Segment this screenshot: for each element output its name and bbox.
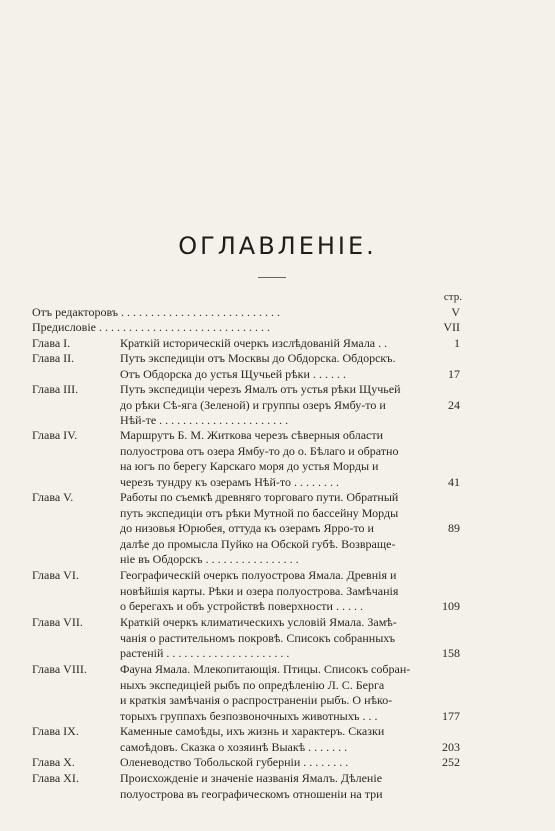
toc-line: Фауна Ямала. Млекопитающія. Птицы. Списокъ собран- [120,662,411,676]
toc-line: растеній . . . . . . . . . . . . . . . . . . . . . [120,646,290,660]
toc-line: о берегахъ и объ устройствѣ поверхности . . . . . [120,599,363,613]
toc-line: Путь экспедиціи отъ Москвы до Обдорска. Обдорскъ. [120,351,396,365]
toc-line: Каменные самоѣды, ихъ жизнь и характеръ. Сказки [120,724,385,738]
chapter-label: Глава III. [32,382,79,396]
toc-page-number: 252 [442,755,460,769]
chapter-label: Глава I. [32,336,71,350]
toc-line: Маршрутъ Б. М. Житкова черезъ сѣверныя области [120,428,384,442]
toc-line: полуострова отъ озера Ямбу-то до о. Бѣлаго и обратно [120,443,399,458]
toc-page-number: 41 [448,474,460,489]
chapter-label: Глава VII. [32,615,83,629]
toc-line: черезъ тундру къ озерамъ Нѣй-то . . . . . . . . [120,474,339,489]
toc-entry-text [120,615,428,662]
chapter-label: Глава IX. [32,724,79,738]
toc-line: самоѣдовъ. Сказка о хозяинѣ Выакѣ . . . . . . . [120,739,348,754]
toc-line: на югъ по берегу Карскаго моря до устья Морды и [120,459,379,473]
toc-entry-text [120,662,428,724]
toc-entry-text [120,755,428,771]
toc-line: до низовья Юрюбея, оттуда къ озерамъ Ярро-то и [120,521,374,535]
toc-entry-text [120,568,428,615]
toc-entry-text [120,351,428,382]
chapter-label: Глава II. [32,351,75,365]
toc-entry-text [32,305,428,321]
chapter-label: Глава XI. [32,771,79,785]
toc-page-number: 109 [442,599,460,613]
chapter-label: Глава V. [32,490,74,504]
toc-line: полуострова въ географическомъ отношеніи на три [120,786,383,801]
toc-line: Краткій очеркъ климатическихъ условій Ямала. Замѣ- [120,615,397,629]
toc-line: Путь экспедиціи черезъ Ямалъ отъ устья рѣки Щучьей [120,382,401,396]
toc-line: ніе въ Обдорскъ . . . . . . . . . . . . . . . . [120,552,299,566]
toc-line: торыхъ группахъ безпозвоночныхъ животныхъ . . . [120,708,378,723]
chapter-label: Глава VIII. [32,662,87,676]
page-column-header: стр. [443,291,462,303]
toc-line: Краткій историческій очеркъ изслѣдованій Ямала . . [120,336,388,350]
toc-page-number: 203 [442,739,460,754]
toc-line: путь экспедиціи отъ рѣки Мутной по бассейну Морды [120,505,399,520]
toc-entry-text [120,490,428,568]
toc-page-number: 17 [448,366,460,381]
toc-entry-text [32,320,428,336]
toc-line: Нѣй-те . . . . . . . . . . . . . . . . . . . . . . [120,413,289,427]
toc-line: далѣе до промысла Пуйко на Обской губѣ. Возвраще- [120,536,396,551]
toc-page-number: V [451,305,460,319]
toc-entry-text [120,428,428,490]
chapter-label: Глава X. [32,755,75,769]
toc-line: до рѣки Сѣ-яга (Зеленой) и группы озеръ Ямбу-то и [120,397,386,412]
toc-page-number: 158 [442,646,460,660]
title-divider [258,277,286,278]
chapter-label: Глава VI. [32,568,79,582]
toc-page-number: 177 [442,708,460,723]
toc-page-number: 89 [448,521,460,535]
chapter-label: Глава IV. [32,428,78,442]
toc-line: Отъ редакторовъ . . . . . . . . . . . . . . . . . . . . . . . . . . . [32,305,281,319]
toc-line: ныхъ экспедиціей рыбъ по опредѣленію Л. С. Берга [120,677,385,692]
toc-line: Предисловіе . . . . . . . . . . . . . . . . . . . . . . . . . . . . . [32,320,271,334]
toc-line: чанія о растительномъ покровѣ. Списокъ собранныхъ [120,630,396,645]
toc-line: Отъ Обдорска до устья Щучьей рѣки . . . . . . [120,366,346,381]
toc-line: Оленеводство Тобольской губерніи . . . . . . . . [120,755,349,769]
toc-entry-text [120,336,428,352]
toc-entry-text [120,382,428,429]
toc-entry-text [120,771,428,802]
toc-entry-text [120,724,428,755]
toc-page-number: 1 [454,336,460,350]
toc-line: Работы по съемкѣ древняго торговаго пути. Обратный [120,490,399,504]
toc-page-number: VII [443,320,460,334]
toc-line: Географическій очеркъ полуострова Ямала. Древнія и [120,568,397,582]
toc-line: новѣйшія карты. Рѣки и озера полуострова. Замѣчанія [120,583,399,598]
toc-line: Происхожденіе и значеніе названія Ямалъ. Дѣленіе [120,771,383,785]
toc-line: и краткія замѣчанія о распространеніи рыбъ. О нѣко- [120,693,393,707]
page-title: ОГЛАВЛЕНІЕ. [178,232,377,260]
toc-page-number: 24 [448,397,460,412]
